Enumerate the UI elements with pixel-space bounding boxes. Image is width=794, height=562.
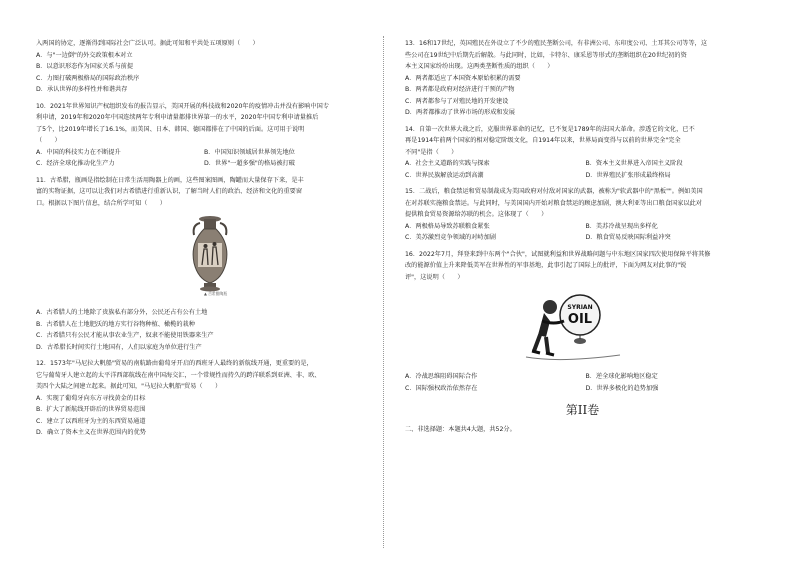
q10-option-b: B．中国知识领域居世界领先地位 bbox=[204, 148, 295, 156]
q10-line: 10．2021年世界知识产权组织发布的报告显示，美国开展的科技战和2020年的疫情冲击并没有影响中国专 bbox=[36, 102, 330, 110]
q15-option-b: B．美苏冷战呈现出多样化 bbox=[585, 222, 658, 230]
q16-figure bbox=[405, 285, 760, 367]
q13-line: 些公司在19世纪中后期先后解散。与此同时，比如，卡特尔、康采恩等形式的垄断组织在20世纪初的资 bbox=[405, 51, 687, 59]
q13-line: 本主义国家纷纷出现。这两类垄断性质的组织（ ） bbox=[405, 63, 554, 70]
q15-line: 提供粮食贸易资源给苏联的机会。这体现了（ ） bbox=[405, 211, 548, 218]
q11-line: 口。根据以下图片信息，结合所学可知（ ） bbox=[36, 199, 166, 207]
q11-line: 富的实物证据，这可以让我们对古希腊进行重新认识，了解当时人们的政治、经济和文化的重要窗 bbox=[36, 188, 303, 195]
q16-line: 16．2022年7月，拜登来到中东两个"合伙"，试图就利益和世界战略问题与中东地区国家四次使用保障平将其修 bbox=[405, 250, 711, 258]
q16-options bbox=[405, 371, 760, 394]
cartoon-label-syrian: SYRIAN bbox=[567, 304, 593, 311]
q14-options bbox=[405, 158, 760, 181]
q11-option-a: A．古希腊人的土地除了贵族私有部分外，公民还占有公有土地 bbox=[36, 309, 208, 316]
q12-line: 它与葡萄牙人建立起的太平洋西部航线在南中国海交汇，一个常规性而持久的跨洋联系到亚洲、非、欧、 bbox=[36, 371, 321, 379]
q12-option-c: C．建立了以西班牙为主的东西贸易通道 bbox=[36, 417, 146, 425]
q12-option-d: D．确立了资本主义在世界范围内的优势 bbox=[36, 429, 146, 436]
q14-option-a: A．社会主义道路的实践与探索 bbox=[405, 160, 490, 167]
q16-option-d: D．世界多极化的趋势加强 bbox=[585, 384, 659, 392]
q15-option-a: A．两极格局导致苏联粮食紧张 bbox=[405, 222, 490, 230]
q9-tail: 入两国的协定，逐渐得到国际社会广泛认可。据此可知和平共处五项原则（ ） bbox=[36, 40, 259, 47]
q10-option-d: D．世界"一超多强"的格局被打破 bbox=[204, 160, 295, 167]
left-column bbox=[36, 38, 366, 439]
q9-option-d: D．承认世界的多样性并和谐共存 bbox=[36, 86, 128, 93]
q11-figure bbox=[36, 213, 366, 301]
q15-line: 15．二战后，粮食禁运和贸易制裁成为美国政府对付敌对国家的武器，被称为"软武器中的"黑板""。例如美国 bbox=[405, 188, 703, 195]
q9-option-c: C．力图打破两极格局的国际政治秩序 bbox=[36, 74, 140, 82]
q16-line: 评"，这说明（ ） bbox=[405, 273, 464, 281]
q13-option-c: C．两者都参与了对殖民地的开发建设 bbox=[405, 97, 509, 105]
q11-option-d: D．古希腊长时间实行土地国有，人们以家庭为单位进行生产 bbox=[36, 343, 202, 351]
q9-option-a: A．与"一边倒"的外交政策根本对立 bbox=[36, 51, 133, 59]
q15-options bbox=[405, 221, 760, 244]
q12-line: 12．1573年"马尼拉大帆船"贸易的南航路由葡萄牙开启的西班牙人最终的新航线开通，更重要的是， bbox=[36, 360, 313, 367]
q11-option-c: C．古希腊只有公民才能从事农业生产，奴隶不能使用铁器来生产 bbox=[36, 332, 214, 339]
q13-option-a: A．两者都适应了本国资本原始积累的需要 bbox=[405, 74, 521, 82]
q12-line: 美四个大陆之间建立起来。据此可知，"马尼拉大帆船"贸易（ ） bbox=[36, 383, 222, 390]
q14-option-c: C．世界民族解放运动到高潮 bbox=[405, 171, 484, 179]
q16-line: 改的能源价值上升来降低美军在世界性的军事基地，此事引起了国际上的批评，下面为网友对此事的"锐 bbox=[405, 262, 687, 269]
q11-line: 11．古希腊，瓶画是指绘制在日常生活用陶器上的画，这些图案图画，陶罐而大量保存下来，是丰 bbox=[36, 176, 304, 184]
q16-option-b: B．逆全球化影响地区稳定 bbox=[585, 373, 658, 380]
q10-option-c: C．经济全球化推动化生产力 bbox=[36, 160, 115, 167]
q11-option-b: B．古希腊人在土地肥沃的地方实行谷物种植、橄榄的栽种 bbox=[36, 320, 195, 328]
q12-option-b: B．扩大了新航线开辟后的世界贸易范围 bbox=[36, 406, 146, 413]
section-note: 二、非选择题：本题共4大题，共52分。 bbox=[405, 426, 516, 433]
q10-option-a: A．中国的科技实力在不断提升 bbox=[36, 148, 121, 156]
q15-line: 在对苏联实施粮食禁运。与此同时，与美国国内开始对粮食禁运的顾虑加剧，澳大利亚等出口粮食国家以此对 bbox=[405, 199, 702, 207]
q10-options bbox=[36, 147, 366, 170]
q15-option-c: C．美苏激烈竞争领域的对峙加剧 bbox=[405, 234, 496, 241]
q14-line: 14．自第一次世界大战之后，克服世界革命的记忆，已不复是1789年的法国大革命。涉透它的文化，已不 bbox=[405, 125, 695, 133]
syrian-oil-cartoon bbox=[520, 285, 630, 365]
q13-line: 13．16和17世纪，英国殖民在外设立了不少的殖民垄断公司，有非洲公司、东印度公司、土耳其公司等等，这 bbox=[405, 40, 708, 47]
q13-option-b: B．两者都是政府对经济进行干预的产物 bbox=[405, 86, 515, 93]
q9-option-b: B．以意识形态作为国家关系与前提 bbox=[36, 63, 134, 70]
q14-line: 不同"是指（ ） bbox=[405, 148, 458, 156]
cartoon-label-oil: OIL bbox=[567, 312, 593, 327]
q10-line: （ ） bbox=[36, 137, 61, 144]
q16-option-a: A．冷战思维阻碍国际合作 bbox=[405, 373, 478, 380]
q10-line: 了5个，比2019年增长了16.1%，而美国、日本、韩国、德国都排在了中国的后面。这可用于说明 bbox=[36, 125, 305, 133]
column-divider bbox=[383, 36, 384, 548]
q13-option-d: D．两者都推动了世界市场的形成和发展 bbox=[405, 109, 515, 116]
q16-option-c: C．国际强权政治依然存在 bbox=[405, 384, 478, 392]
q14-option-d: D．世界殖民扩张形成最终格局 bbox=[585, 171, 671, 179]
q15-option-d: D．粮食贸易反映国际利益冲突 bbox=[585, 234, 671, 241]
section-title: 第II卷 bbox=[565, 403, 600, 417]
q14-line: 再是1914年前两个国家的相对稳定阶级文化，自1914年以来，世界局面变得与以前的世界完全"完全 bbox=[405, 137, 681, 144]
greek-vase-image bbox=[186, 213, 234, 293]
q10-line: 利申请，2019年和2020年中国连续两年专利申请量都排世界第一的水平，2020年中国专利申请量推后 bbox=[36, 114, 319, 121]
q14-option-b: B．资本主义世界进入帝国主义阶段 bbox=[585, 160, 683, 167]
q12-option-a: A．实现了葡萄牙向东方寻找黄金的目标 bbox=[36, 394, 146, 402]
vase-caption: ▲ 古希腊陶瓶 bbox=[204, 291, 228, 296]
right-column bbox=[405, 38, 760, 436]
